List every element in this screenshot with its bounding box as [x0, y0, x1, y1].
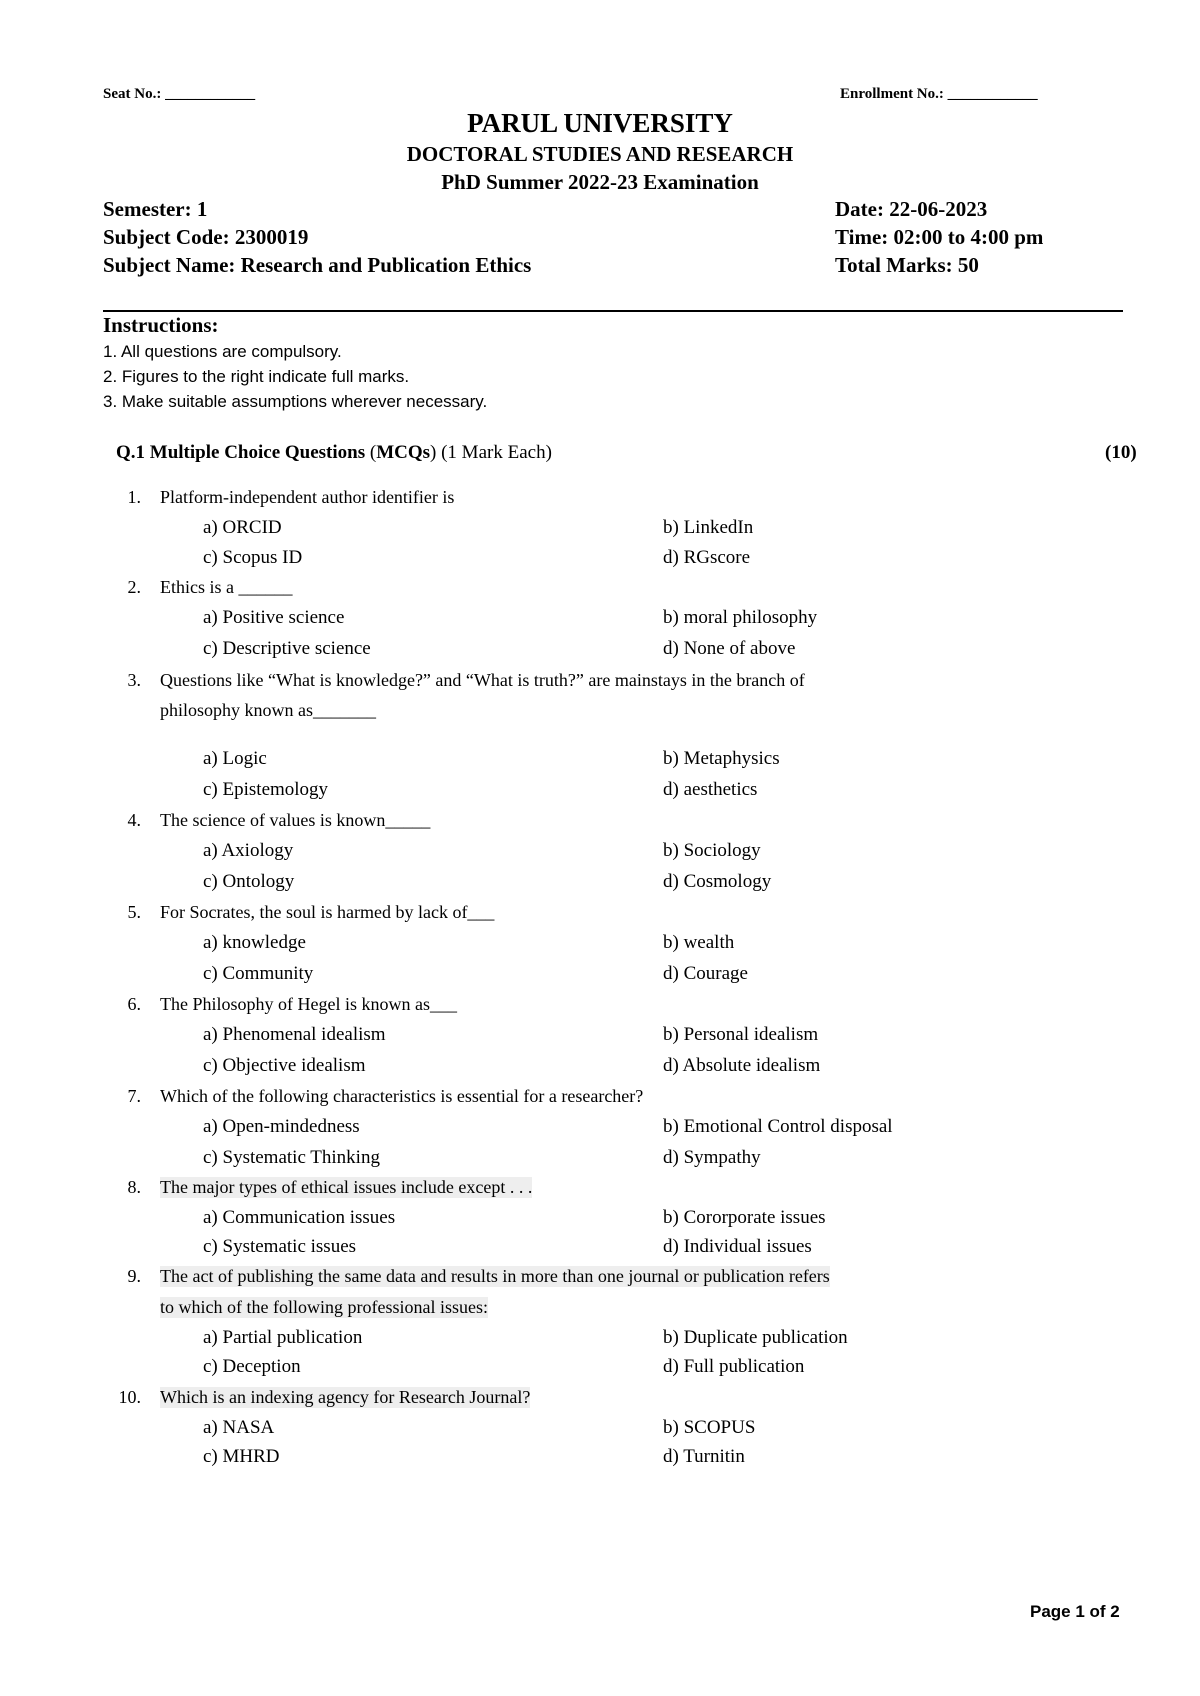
- option-b: b) wealth: [663, 932, 735, 953]
- option-d: d) Full publication: [663, 1356, 805, 1377]
- question-text: For Socrates, the soul is harmed by lack of___: [160, 902, 495, 922]
- option-d: d) Turnitin: [663, 1446, 745, 1467]
- option-c: c) MHRD: [203, 1446, 280, 1467]
- option-a: a) Communication issues: [203, 1207, 396, 1228]
- department-name: DOCTORAL STUDIES AND RESEARCH: [406, 142, 794, 166]
- question-number: 8.: [127, 1177, 141, 1197]
- question-number: 4.: [127, 810, 141, 830]
- instruction-item: 3. Make suitable assumptions wherever necessary.: [103, 392, 488, 411]
- subject-name: Subject Name: Research and Publication Ethics: [103, 253, 532, 277]
- option-b: b) Personal idealism: [663, 1024, 819, 1045]
- question-text-continued: to which of the following professional issues:: [160, 1297, 488, 1317]
- question-text: Which is an indexing agency for Research Journal?: [160, 1387, 531, 1407]
- option-d: d) aesthetics: [663, 779, 758, 800]
- section-heading: [116, 442, 552, 464]
- option-b: b) LinkedIn: [663, 517, 754, 538]
- option-d: d) Individual issues: [663, 1236, 812, 1257]
- exam-title: PhD Summer 2022-23 Examination: [441, 170, 759, 194]
- instructions-title: Instructions:: [103, 313, 219, 337]
- section-title: Multiple Choice Questions: [149, 442, 366, 463]
- question-text: Questions like “What is knowledge?” and “What is truth?” are mainstays in the branch of: [160, 670, 805, 690]
- subject-code: Subject Code: 2300019: [103, 225, 309, 249]
- question-text: The major types of ethical issues include except . . .: [160, 1177, 533, 1197]
- option-c: c) Systematic issues: [203, 1236, 357, 1257]
- option-a: a) Axiology: [203, 840, 294, 861]
- instruction-item: 1. All questions are compulsory.: [103, 342, 342, 361]
- option-b: b) Emotional Control disposal: [663, 1116, 893, 1137]
- option-d: d) Courage: [663, 963, 748, 984]
- university-name: PARUL UNIVERSITY: [467, 108, 733, 138]
- exam-time: Time: 02:00 to 4:00 pm: [835, 225, 1044, 249]
- option-b: b) Cororporate issues: [663, 1207, 826, 1228]
- question-number: 9.: [127, 1266, 141, 1286]
- option-a: a) Positive science: [203, 607, 345, 628]
- instruction-item: 2. Figures to the right indicate full marks.: [103, 367, 410, 386]
- option-b: b) Sociology: [663, 840, 761, 861]
- seat-number-field: Seat No.: ____________: [103, 86, 256, 102]
- option-d: d) Cosmology: [663, 871, 772, 892]
- page-number: Page 1 of 2: [1030, 1602, 1120, 1621]
- option-d: d) Absolute idealism: [663, 1055, 821, 1076]
- question-number: 10.: [118, 1387, 141, 1407]
- enrollment-number-field: Enrollment No.: ____________: [840, 86, 1038, 102]
- question-number: 1.: [127, 487, 141, 507]
- option-b: b) Duplicate publication: [663, 1327, 848, 1348]
- option-d: d) RGscore: [663, 547, 751, 568]
- total-marks: Total Marks: 50: [835, 253, 979, 277]
- question-text: Which of the following characteristics is essential for a researcher?: [160, 1086, 644, 1106]
- question-text: Platform-independent author identifier is: [160, 487, 455, 507]
- option-a: a) ORCID: [203, 517, 282, 538]
- question-text: The act of publishing the same data and results in more than one journal or publication refers: [160, 1266, 830, 1286]
- option-a: a) Logic: [203, 748, 267, 769]
- exam-date: Date: 22-06-2023: [835, 197, 988, 221]
- semester: Semester: 1: [103, 197, 208, 221]
- option-c: c) Objective idealism: [203, 1055, 366, 1076]
- option-b: b) moral philosophy: [663, 607, 818, 628]
- option-c: c) Epistemology: [203, 779, 329, 800]
- option-c: c) Community: [203, 963, 314, 984]
- section-title-rest: (1 Mark Each): [441, 442, 552, 463]
- option-d: d) None of above: [663, 638, 796, 659]
- option-b: b) Metaphysics: [663, 748, 780, 769]
- question-text: The science of values is known_____: [160, 810, 431, 830]
- option-a: a) knowledge: [203, 932, 306, 953]
- option-a: a) Phenomenal idealism: [203, 1024, 386, 1045]
- question-number: 5.: [127, 902, 141, 922]
- option-a: a) Open-mindedness: [203, 1116, 360, 1137]
- header-divider: [103, 310, 1123, 312]
- section-label: Q.1: [116, 442, 146, 463]
- question-number: 7.: [127, 1086, 141, 1106]
- option-c: c) Systematic Thinking: [203, 1147, 380, 1168]
- option-c: c) Descriptive science: [203, 638, 371, 659]
- question-number: 3.: [127, 670, 141, 690]
- question-number: 6.: [127, 994, 141, 1014]
- question-text: Ethics is a ______: [160, 577, 293, 597]
- option-a: a) Partial publication: [203, 1327, 363, 1348]
- option-c: c) Deception: [203, 1356, 301, 1377]
- option-b: b) SCOPUS: [663, 1417, 756, 1438]
- question-number: 2.: [127, 577, 141, 597]
- section-title-paren: (MCQs): [369, 442, 437, 463]
- option-c: c) Scopus ID: [203, 547, 303, 568]
- option-d: d) Sympathy: [663, 1147, 761, 1168]
- question-text-continued: philosophy known as_______: [160, 700, 376, 720]
- option-a: a) NASA: [203, 1417, 275, 1438]
- question-text: The Philosophy of Hegel is known as___: [160, 994, 457, 1014]
- section-marks: (10): [1105, 442, 1137, 463]
- option-c: c) Ontology: [203, 871, 295, 892]
